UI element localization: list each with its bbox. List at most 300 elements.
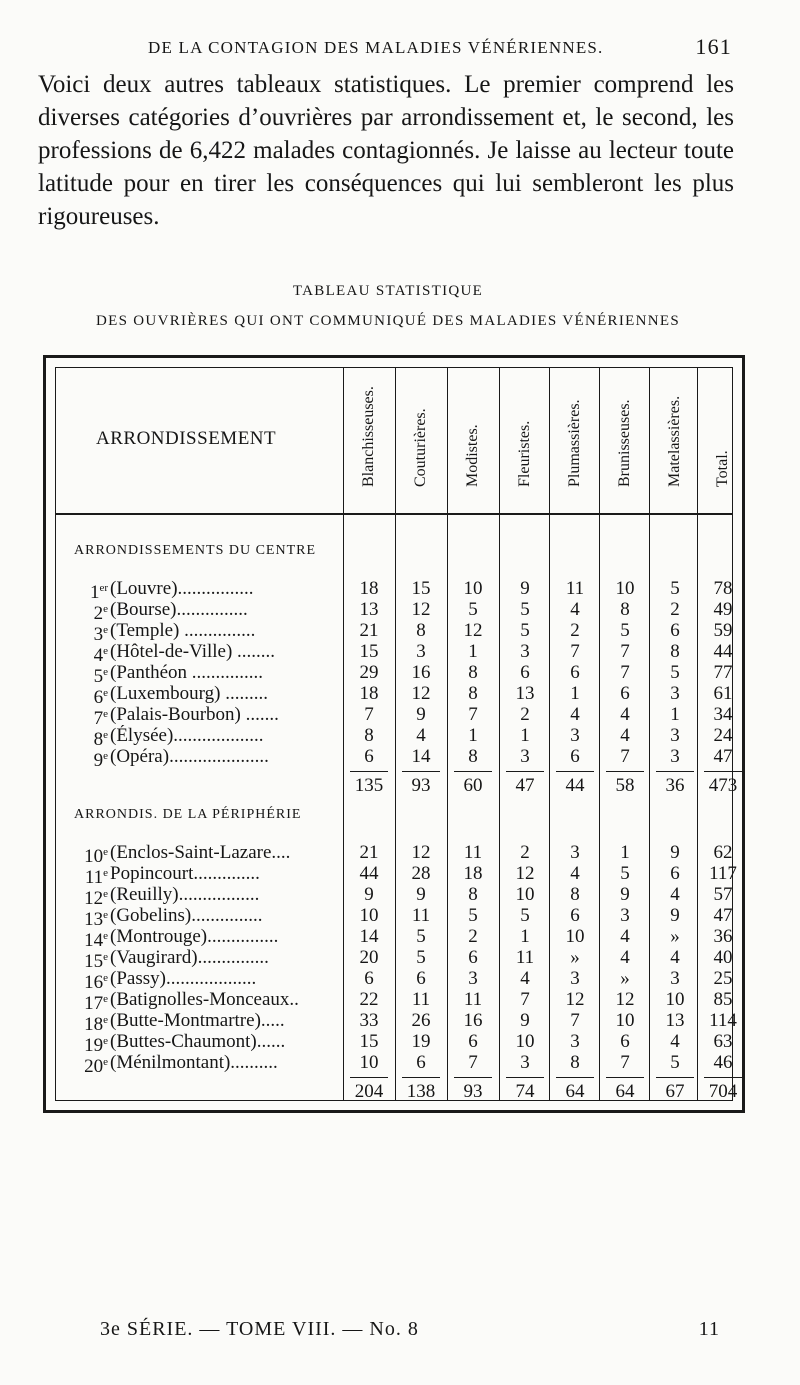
table-caption-line1: TABLEAU STATISTIQUE <box>292 283 484 299</box>
subtotal-cell: 204 <box>354 1081 384 1102</box>
table-cell: 4 <box>670 884 680 905</box>
subtotal-rule <box>402 771 440 772</box>
column-header <box>700 368 746 513</box>
subtotal-cell: 64 <box>565 1081 585 1102</box>
table-cell: 3 <box>520 746 530 767</box>
table-cell: 20 <box>359 947 379 968</box>
arrondissement-name: (Enclos-Saint-Lazare.... <box>110 842 291 863</box>
table-cell: 10 <box>463 578 483 599</box>
subtotal-cell: 135 <box>354 775 384 796</box>
table-cell: 10 <box>615 578 635 599</box>
table-cell: 18 <box>359 578 379 599</box>
subtotal-cell: 138 <box>406 1081 436 1102</box>
arrondissement-name: (Luxembourg) ......... <box>110 683 268 704</box>
intro-text: Voici deux autres tableaux statistiques. Le premier comprend les diverses catégories d’ouvrières par arrondissement et, le second, les professions de 6,422 malades contagionnés. Je laisse au lecteur toute latitude pour en tirer les conséquences qui lui sembleront les plus rigoureuses. <box>38 71 734 230</box>
table-cell: 7 <box>620 641 630 662</box>
table-cell: 28 <box>411 863 431 884</box>
ordinal-suffix: e <box>103 993 108 1005</box>
column-header <box>602 368 648 513</box>
table-row <box>56 683 733 708</box>
arrondissement-name: (Opéra)..................... <box>110 746 269 767</box>
table-cell: 4 <box>620 725 630 746</box>
subtotal-cell: 44 <box>565 775 585 796</box>
page-footer <box>100 1318 720 1348</box>
table-cell: 5 <box>620 620 630 641</box>
arrondissement-name: (Élysée)................... <box>110 725 264 746</box>
table-cell: 19 <box>411 1031 431 1052</box>
table-cell: 8 <box>670 641 680 662</box>
table-cell: 1 <box>670 704 680 725</box>
table-cell: 10 <box>515 1031 535 1052</box>
table-cell: 7 <box>468 704 478 725</box>
ordinal-suffix: e <box>103 972 108 984</box>
table-cell: 5 <box>520 905 530 926</box>
table-cell: 4 <box>570 704 580 725</box>
table-cell: 3 <box>416 641 426 662</box>
table-cell: 4 <box>620 704 630 725</box>
table-cell: 8 <box>570 884 580 905</box>
table-cell: 8 <box>468 683 478 704</box>
table-cell: 2 <box>570 620 580 641</box>
column-header <box>346 368 392 513</box>
table-cell: 6 <box>468 1031 478 1052</box>
ordinal-number: 10 <box>84 846 104 867</box>
table-cell: 11 <box>411 989 431 1010</box>
table-cell: 6 <box>570 662 580 683</box>
table-cell: 6 <box>468 947 478 968</box>
table-cell: 59 <box>713 620 733 641</box>
table-cell: 6 <box>570 746 580 767</box>
subtotal-rule <box>704 1077 742 1078</box>
table-cell: 12 <box>565 989 585 1010</box>
table-cell: 7 <box>620 746 630 767</box>
table-cell: 3 <box>670 968 680 989</box>
table-cell: 10 <box>359 905 379 926</box>
arrondissement-name: (Passy)................... <box>110 968 257 989</box>
table-cell: 14 <box>359 926 379 947</box>
table-cell: 61 <box>713 683 733 704</box>
table-cell: 57 <box>713 884 733 905</box>
table-row <box>56 842 733 867</box>
row-ordinal <box>56 746 108 771</box>
subtotal-cell: 473 <box>708 775 738 796</box>
table-cell: 4 <box>570 863 580 884</box>
table-cell: 3 <box>570 968 580 989</box>
table-row <box>56 704 733 729</box>
arrondissement-name: (Hôtel-de-Ville) ........ <box>110 641 276 662</box>
table-cell: 6 <box>364 746 374 767</box>
intro-paragraph <box>38 68 734 233</box>
table-cell: 8 <box>468 884 478 905</box>
subtotal-cell: 47 <box>515 775 535 796</box>
table-cell: 1 <box>520 725 530 746</box>
subtotal-rule <box>656 771 694 772</box>
table-cell: 10 <box>565 926 585 947</box>
table-cell: 12 <box>411 842 431 863</box>
subtotal-rule <box>656 1077 694 1078</box>
table-cell: 3 <box>520 641 530 662</box>
column-header-label: Modistes. <box>464 424 481 487</box>
table-cell: 3 <box>468 968 478 989</box>
table-cell: 4 <box>520 968 530 989</box>
table-cell: 8 <box>620 599 630 620</box>
table-cell: 12 <box>411 599 431 620</box>
arrondissement-name: (Montrouge)............... <box>110 926 279 947</box>
table-row <box>56 905 733 930</box>
table-cell: 11 <box>515 947 535 968</box>
statistics-table <box>55 367 738 1102</box>
table-cell: 78 <box>713 578 733 599</box>
table-cell: 4 <box>570 599 580 620</box>
ordinal-number: 12 <box>84 888 104 909</box>
ordinal-suffix: e <box>103 909 108 921</box>
table-row <box>56 1052 733 1077</box>
table-cell: 1 <box>520 926 530 947</box>
table-cell: 12 <box>615 989 635 1010</box>
table-cell: 44 <box>359 863 379 884</box>
table-cell: 4 <box>620 926 630 947</box>
table-cell: 9 <box>416 704 426 725</box>
arrondissement-name: (Temple) ............... <box>110 620 256 641</box>
ordinal-number: 20 <box>84 1056 104 1077</box>
column-header-label: Plumassières. <box>566 399 583 487</box>
subtotal-cell: 60 <box>463 775 483 796</box>
table-cell: 9 <box>364 884 374 905</box>
table-cell: 10 <box>665 989 685 1010</box>
subtotal-rule <box>506 1077 544 1078</box>
footer-signature: 3e SÉRIE. — TOME VIII. — No. 8 <box>100 1318 419 1340</box>
ordinal-suffix: e <box>103 1035 108 1047</box>
table-cell: 6 <box>416 1052 426 1073</box>
table-cell: 6 <box>364 968 374 989</box>
ordinal-suffix: e <box>103 687 108 699</box>
table-cell: 44 <box>713 641 733 662</box>
subtotal-rule <box>454 771 492 772</box>
table-cell: 4 <box>670 1031 680 1052</box>
column-header <box>652 368 698 513</box>
table-cell: 33 <box>359 1010 379 1031</box>
arrondissement-name: (Butte-Montmartre)..... <box>110 1010 285 1031</box>
column-header-label: Matelassières. <box>666 395 683 487</box>
arrondissement-name: (Vaugirard)............... <box>110 947 269 968</box>
ordinal-suffix: e <box>103 1014 108 1026</box>
subtotal-rule <box>606 771 644 772</box>
table-row <box>56 1031 733 1056</box>
table-cell: 7 <box>570 641 580 662</box>
section-label: ARRONDISSEMENTS DU CENTRE <box>74 543 317 558</box>
column-header-label: Couturières. <box>412 408 429 487</box>
ordinal-number: 7 <box>93 708 104 729</box>
ordinal-suffix: e <box>103 666 108 678</box>
table-cell: 7 <box>520 989 530 1010</box>
ordinal-suffix: e <box>103 603 108 615</box>
table-cell: 34 <box>713 704 733 725</box>
ordinal-number: 16 <box>84 972 104 993</box>
ordinal-suffix: e <box>103 1056 108 1068</box>
table-row <box>56 926 733 951</box>
table-cell: » <box>570 947 580 968</box>
table-row <box>56 968 733 993</box>
table-cell: 6 <box>670 863 680 884</box>
table-cell: 2 <box>520 842 530 863</box>
table-cell: 3 <box>670 683 680 704</box>
table-cell: 15 <box>359 641 379 662</box>
table-cell: 15 <box>411 578 431 599</box>
table-cell: 15 <box>359 1031 379 1052</box>
ordinal-number: 2 <box>93 603 104 624</box>
ordinal-suffix: e <box>103 729 108 741</box>
table-row <box>56 947 733 972</box>
subtotal-rule <box>606 1077 644 1078</box>
table-cell: 6 <box>520 662 530 683</box>
table-cell: 3 <box>670 725 680 746</box>
arrondissement-name: (Buttes-Chaumont)...... <box>110 1031 286 1052</box>
table-cell: 26 <box>411 1010 431 1031</box>
table-cell: 5 <box>670 662 680 683</box>
table-row <box>56 989 733 1014</box>
column-header <box>398 368 444 513</box>
column-header-label: Blanchisseuses. <box>360 386 377 487</box>
section-label: ARRONDIS. DE LA PÉRIPHÉRIE <box>74 807 302 822</box>
table-cell: 3 <box>570 725 580 746</box>
table-cell: 2 <box>468 926 478 947</box>
table-cell: 6 <box>570 905 580 926</box>
subtotal-rule <box>454 1077 492 1078</box>
table-cell: » <box>670 926 680 947</box>
table-cell: 2 <box>520 704 530 725</box>
table-cell: 3 <box>670 746 680 767</box>
table-cell: 46 <box>713 1052 733 1073</box>
ordinal-number: 1 <box>89 582 100 603</box>
table-cell: 11 <box>411 905 431 926</box>
table-cell: 5 <box>670 1052 680 1073</box>
table-cell: 5 <box>468 905 478 926</box>
table-cell: 4 <box>416 725 426 746</box>
table-cell: 9 <box>520 578 530 599</box>
table-cell: 9 <box>670 842 680 863</box>
ordinal-suffix: e <box>103 888 108 900</box>
ordinal-number: 5 <box>93 666 104 687</box>
table-cell: 4 <box>620 947 630 968</box>
ordinal-number: 19 <box>84 1035 104 1056</box>
subtotal-rule <box>704 771 742 772</box>
table-cell: 12 <box>411 683 431 704</box>
table-row <box>56 746 733 771</box>
table-cell: 18 <box>359 683 379 704</box>
table-cell: 5 <box>620 863 630 884</box>
table-cell: 1 <box>620 842 630 863</box>
subtotal-rule <box>556 1077 594 1078</box>
column-header <box>552 368 598 513</box>
table-cell: 47 <box>713 905 733 926</box>
table-cell: 62 <box>713 842 733 863</box>
table-cell: 10 <box>515 884 535 905</box>
table-cell: 3 <box>570 842 580 863</box>
column-header-label: Fleuristes. <box>516 420 533 487</box>
ordinal-number: 9 <box>93 750 104 771</box>
table-cell: 77 <box>713 662 733 683</box>
table-cell: 8 <box>364 725 374 746</box>
footer-sheet-number: 11 <box>698 1318 720 1340</box>
ordinal-suffix: e <box>103 951 108 963</box>
row-ordinal <box>56 1052 108 1077</box>
table-cell: 5 <box>520 599 530 620</box>
table-cell: 3 <box>570 1031 580 1052</box>
subtotal-row <box>56 774 738 798</box>
subtotal-rule <box>402 1077 440 1078</box>
table-cell: 10 <box>359 1052 379 1073</box>
table-cell: 8 <box>468 662 478 683</box>
table-cell: 40 <box>713 947 733 968</box>
ordinal-number: 14 <box>84 930 104 951</box>
ordinal-suffix: e <box>103 846 108 858</box>
subtotal-cell: 704 <box>708 1081 738 1102</box>
table-cell: 2 <box>670 599 680 620</box>
table-cell: 1 <box>570 683 580 704</box>
table-cell: 9 <box>620 884 630 905</box>
table-cell: 6 <box>620 1031 630 1052</box>
table-cell: 10 <box>615 1010 635 1031</box>
subtotal-rule <box>506 771 544 772</box>
table-cell: 13 <box>515 683 535 704</box>
table-cell: 9 <box>416 884 426 905</box>
ordinal-suffix: e <box>103 624 108 636</box>
table-row <box>56 725 733 750</box>
subtotal-rule <box>350 771 388 772</box>
column-header <box>502 368 548 513</box>
ordinal-number: 6 <box>93 687 104 708</box>
subtotal-cell: 93 <box>411 775 431 796</box>
table-cell: » <box>620 968 630 989</box>
ordinal-number: 18 <box>84 1014 104 1035</box>
arrondissement-name: (Batignolles-Monceaux.. <box>110 989 299 1010</box>
arrondissement-header: ARRONDISSEMENT <box>96 428 277 449</box>
table-cell: 8 <box>570 1052 580 1073</box>
table-cell: 11 <box>565 578 585 599</box>
table-cell: 1 <box>468 641 478 662</box>
table-cell: 11 <box>463 842 483 863</box>
table-cell: 13 <box>665 1010 685 1031</box>
table-cell: 21 <box>359 620 379 641</box>
ordinal-number: 15 <box>84 951 104 972</box>
table-cell: 18 <box>463 863 483 884</box>
ordinal-suffix: e <box>103 930 108 942</box>
table-cell: 63 <box>713 1031 733 1052</box>
table-cell: 14 <box>411 746 431 767</box>
subtotal-cell: 36 <box>665 775 685 796</box>
subtotal-cell: 74 <box>515 1081 535 1102</box>
table-cell: 13 <box>359 599 379 620</box>
table-cell: 7 <box>620 1052 630 1073</box>
ordinal-number: 4 <box>93 645 104 666</box>
arrondissement-name: (Gobelins)............... <box>110 905 263 926</box>
subtotal-cell: 93 <box>463 1081 483 1102</box>
subtotal-cell: 58 <box>615 775 635 796</box>
table-cell: 4 <box>670 947 680 968</box>
table-cell: 1 <box>468 725 478 746</box>
table-row <box>56 1010 737 1035</box>
table-cell: 16 <box>411 662 431 683</box>
table-cell: 3 <box>520 1052 530 1073</box>
ordinal-number: 8 <box>93 729 104 750</box>
running-head-title: DE LA CONTAGION DES MALADIES VÉNÉRIENNES. <box>148 38 604 57</box>
statistics-table-frame <box>43 355 745 1113</box>
table-cell: 5 <box>520 620 530 641</box>
arrondissement-name: (Ménilmontant).......... <box>110 1052 278 1073</box>
table-cell: 8 <box>468 746 478 767</box>
header-rule <box>56 513 732 515</box>
arrondissement-name: Popincourt.............. <box>110 863 260 884</box>
table-row <box>56 863 737 888</box>
table-cell: 8 <box>416 620 426 641</box>
ordinal-suffix: e <box>103 708 108 720</box>
table-row <box>56 641 733 666</box>
arrondissement-name: (Louvre)................ <box>110 578 254 599</box>
arrondissement-name: (Bourse)............... <box>110 599 248 620</box>
table-cell: 7 <box>468 1052 478 1073</box>
table-cell: 47 <box>713 746 733 767</box>
column-header <box>450 368 496 513</box>
ordinal-number: 3 <box>93 624 104 645</box>
table-cell: 7 <box>620 662 630 683</box>
ordinal-number: 17 <box>84 993 104 1014</box>
table-cell: 85 <box>713 989 733 1010</box>
ordinal-suffix: e <box>103 645 108 657</box>
table-cell: 7 <box>364 704 374 725</box>
table-cell: 5 <box>468 599 478 620</box>
table-cell: 29 <box>359 662 379 683</box>
subtotal-cell: 67 <box>665 1081 685 1102</box>
column-header-label: Total. <box>714 450 731 487</box>
table-cell: 24 <box>713 725 733 746</box>
column-header-label: Brunisseuses. <box>616 399 633 487</box>
table-cell: 21 <box>359 842 379 863</box>
table-cell: 12 <box>515 863 535 884</box>
table-cell: 6 <box>670 620 680 641</box>
table-cell: 22 <box>359 989 379 1010</box>
table-cell: 12 <box>463 620 483 641</box>
table-row <box>56 578 733 603</box>
table-cell: 5 <box>416 947 426 968</box>
subtotal-rule <box>350 1077 388 1078</box>
table-cell: 16 <box>463 1010 483 1031</box>
ordinal-number: 13 <box>84 909 104 930</box>
table-cell: 117 <box>709 863 737 884</box>
ordinal-suffix: e <box>103 750 108 762</box>
running-head <box>140 34 740 60</box>
table-cell: 114 <box>709 1010 737 1031</box>
ordinal-number: 11 <box>84 867 104 888</box>
subtotal-rule <box>556 771 594 772</box>
table-row <box>56 662 733 687</box>
table-cell: 5 <box>416 926 426 947</box>
table-cell: 25 <box>713 968 733 989</box>
table-cell: 3 <box>620 905 630 926</box>
page-number: 161 <box>695 34 732 59</box>
arrondissement-name: (Palais-Bourbon) ....... <box>110 704 279 725</box>
table-cell: 6 <box>620 683 630 704</box>
table-cell: 11 <box>463 989 483 1010</box>
table-cell: 6 <box>416 968 426 989</box>
table-cell: 36 <box>713 926 733 947</box>
table-row <box>56 599 733 624</box>
arrondissement-name: (Reuilly)................. <box>110 884 260 905</box>
table-cell: 5 <box>670 578 680 599</box>
arrondissement-name: (Panthéon ............... <box>110 662 264 683</box>
ordinal-suffix: e <box>103 867 108 879</box>
table-cell: 49 <box>713 599 733 620</box>
ordinal-suffix: er <box>99 582 108 594</box>
